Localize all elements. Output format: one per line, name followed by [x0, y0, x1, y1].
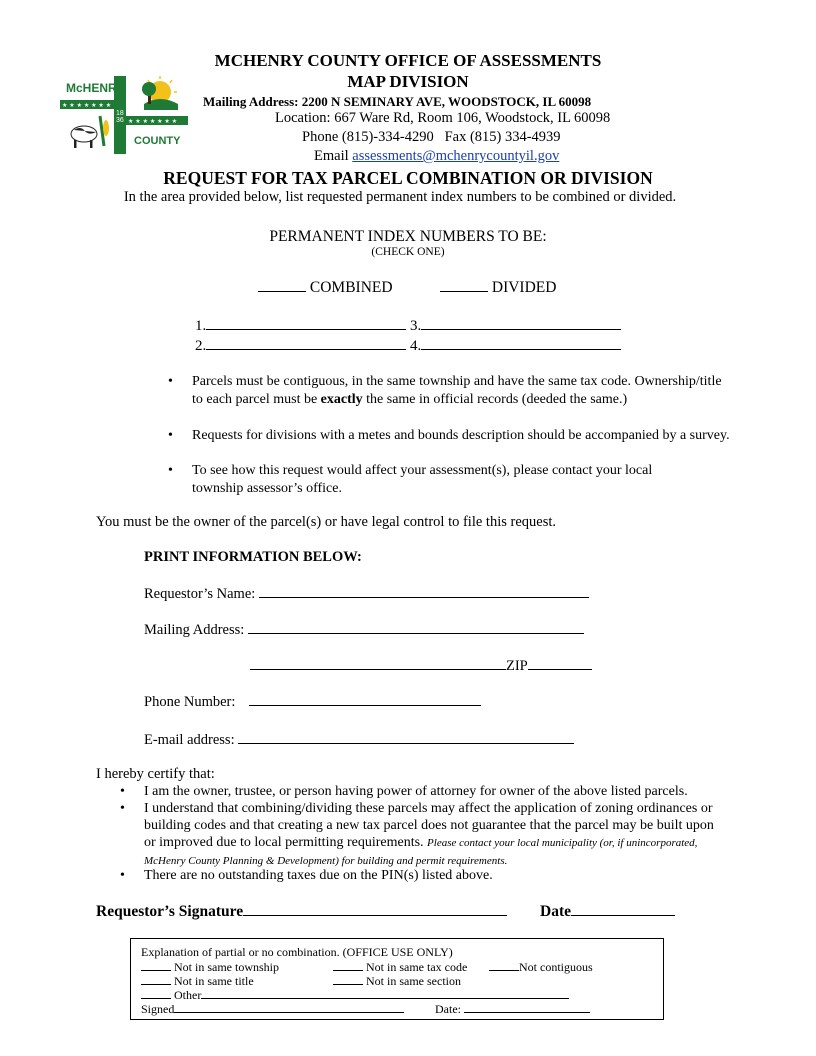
requestor-name-row	[144, 585, 589, 603]
date-field[interactable]	[571, 903, 675, 916]
check-one: (CHECK ONE)	[371, 246, 445, 258]
zip-field[interactable]	[528, 657, 592, 670]
township-checkline[interactable]	[141, 960, 171, 971]
section-checkline[interactable]	[333, 974, 363, 985]
certify-item-2-note: Please contact your local municipality (or, if unincorporated, McHenry County Planning & Development) for building and permit requirements.	[144, 837, 698, 867]
combined-checkline[interactable]	[258, 279, 306, 292]
bullet-icon: •	[168, 428, 173, 443]
mailing-address-field[interactable]	[248, 621, 584, 634]
combined-option[interactable]	[258, 279, 393, 297]
office-option-tax-code[interactable]	[333, 960, 467, 975]
email-link[interactable]: assessments@mchenrycountyil.gov	[352, 148, 560, 164]
mailing-address-label: Mailing Address:	[144, 622, 245, 638]
logo-year: 1836	[116, 110, 124, 124]
pin-number-2: 2.	[195, 338, 207, 354]
title-label: Not in same title	[174, 974, 254, 988]
logo-bottom-text: COUNTY	[134, 135, 181, 147]
email-address-label: E-mail address:	[144, 732, 235, 748]
office-option-title[interactable]	[141, 974, 254, 989]
pin-number-4: 4.	[410, 338, 422, 354]
condition-1-bold: exactly	[320, 391, 363, 407]
requestor-name-field[interactable]	[259, 585, 589, 598]
phone-fax-line: Phone (815)-334-4290 Fax (815) 334-4939	[302, 129, 561, 145]
signed-label: Signed	[141, 1002, 175, 1016]
pin-number-3: 3.	[410, 318, 422, 334]
location-line: Location: 667 Ware Rd, Room 106, Woodstock, IL 60098	[275, 110, 611, 126]
condition-1-text: Parcels must be contiguous, in the same township and have the same tax code. Ownership/title to each parcel must be	[192, 374, 722, 407]
office-date-row	[435, 1002, 590, 1017]
office-use-box	[130, 938, 664, 1020]
bullet-icon: •	[168, 374, 173, 389]
other-label: Other	[174, 988, 202, 1002]
divided-option[interactable]	[440, 279, 556, 297]
phone-number-field[interactable]	[249, 693, 481, 706]
signature-label: Requestor’s Signature	[96, 903, 244, 920]
certify-item-2	[144, 800, 724, 870]
signature-field[interactable]	[243, 903, 507, 916]
contiguous-label: Not contiguous	[519, 960, 593, 974]
certify-intro: I hereby certify that:	[96, 766, 215, 782]
division-title: MAP DIVISION	[347, 72, 469, 91]
other-field[interactable]	[201, 988, 569, 999]
office-title: MCHENRY COUNTY OFFICE OF ASSESSMENTS	[214, 51, 602, 70]
office-option-section[interactable]	[333, 974, 461, 989]
phone-number-label: Phone Number:	[144, 694, 236, 710]
svg-text:★ ★ ★ ★ ★ ★ ★: ★ ★ ★ ★ ★ ★ ★	[128, 118, 178, 125]
office-option-other[interactable]	[141, 988, 569, 1003]
combined-label: COMBINED	[309, 279, 393, 296]
office-option-contiguous[interactable]	[489, 960, 593, 975]
pin-row	[410, 337, 621, 355]
logo-top-text: McHENRY	[66, 81, 125, 95]
print-info-heading: PRINT INFORMATION BELOW:	[144, 549, 362, 565]
township-label: Not in same township	[174, 960, 279, 974]
bullet-icon: •	[120, 801, 125, 816]
contiguous-checkline[interactable]	[489, 960, 519, 971]
section-label: Not in same section	[366, 974, 461, 988]
phone-number-row	[144, 693, 481, 711]
pin-heading: PERMANENT INDEX NUMBERS TO BE:	[269, 228, 547, 245]
other-checkline[interactable]	[141, 988, 171, 999]
owner-note: You must be the owner of the parcel(s) or have legal control to file this request.	[96, 514, 556, 530]
condition-1	[192, 373, 732, 408]
pin-row	[410, 317, 621, 335]
pin-row	[195, 317, 406, 335]
office-date-label: Date:	[435, 1002, 461, 1016]
certify-item-3: There are no outstanding taxes due on the PIN(s) listed above.	[144, 868, 493, 883]
pin-row	[195, 337, 406, 355]
office-use-heading: Explanation of partial or no combination. (OFFICE USE ONLY)	[141, 945, 453, 959]
title-checkline[interactable]	[141, 974, 171, 985]
email-label: Email	[314, 148, 349, 164]
email-address-field[interactable]	[238, 731, 574, 744]
zip-label: ZIP	[506, 658, 528, 674]
bullet-icon: •	[120, 868, 125, 883]
pin-3-field[interactable]	[421, 317, 621, 330]
certify-item-1: I am the owner, trustee, or person having power of attorney for owner of the above listed parcels.	[144, 784, 688, 799]
form-intro: In the area provided below, list requested permanent index numbers to be combined or divided.	[123, 189, 677, 205]
divided-checkline[interactable]	[440, 279, 488, 292]
address-line-2-field[interactable]	[250, 657, 506, 670]
divided-label: DIVIDED	[491, 279, 557, 296]
bullet-icon: •	[120, 784, 125, 799]
signature-row	[96, 903, 507, 921]
pin-2-field[interactable]	[206, 337, 406, 350]
office-date-field[interactable]	[464, 1002, 590, 1013]
certify-item-2-main: I understand that combining/dividing these parcels may affect the application of zoning ordinances or building codes and that creating a new tax parcel does not guarantee that the parcel may be built upon or improved due to local permitting requirements.	[144, 801, 714, 850]
tax-code-label: Not in same tax code	[366, 960, 468, 974]
condition-1-text-end: the same in official records (deeded the same.)	[362, 391, 628, 407]
form-title: REQUEST FOR TAX PARCEL COMBINATION OR DIVISION	[163, 168, 653, 188]
date-row	[540, 903, 675, 921]
pin-number-1: 1.	[195, 318, 207, 334]
office-signed-row	[141, 1002, 404, 1017]
condition-2: Requests for divisions with a metes and bounds description should be accompanied by a survey.	[192, 428, 730, 443]
tax-code-checkline[interactable]	[333, 960, 363, 971]
condition-3: To see how this request would affect your assessment(s), please contact your local township assessor’s office.	[192, 463, 653, 496]
signed-field[interactable]	[174, 1002, 404, 1013]
pin-4-field[interactable]	[421, 337, 621, 350]
date-label: Date	[540, 903, 571, 920]
pin-1-field[interactable]	[206, 317, 406, 330]
mailing-address-line: Mailing Address: 2200 N SEMINARY AVE, WOODSTOCK, IL 60098	[203, 94, 592, 109]
office-option-township[interactable]	[141, 960, 279, 975]
email-address-row	[144, 731, 574, 749]
svg-text:★ ★ ★ ★ ★ ★ ★: ★ ★ ★ ★ ★ ★ ★	[62, 102, 112, 109]
email-line	[314, 148, 559, 165]
mailing-address-row	[144, 621, 584, 639]
address-line-2-row	[250, 657, 592, 675]
requestor-name-label: Requestor’s Name:	[144, 586, 256, 602]
bullet-icon: •	[168, 463, 173, 478]
